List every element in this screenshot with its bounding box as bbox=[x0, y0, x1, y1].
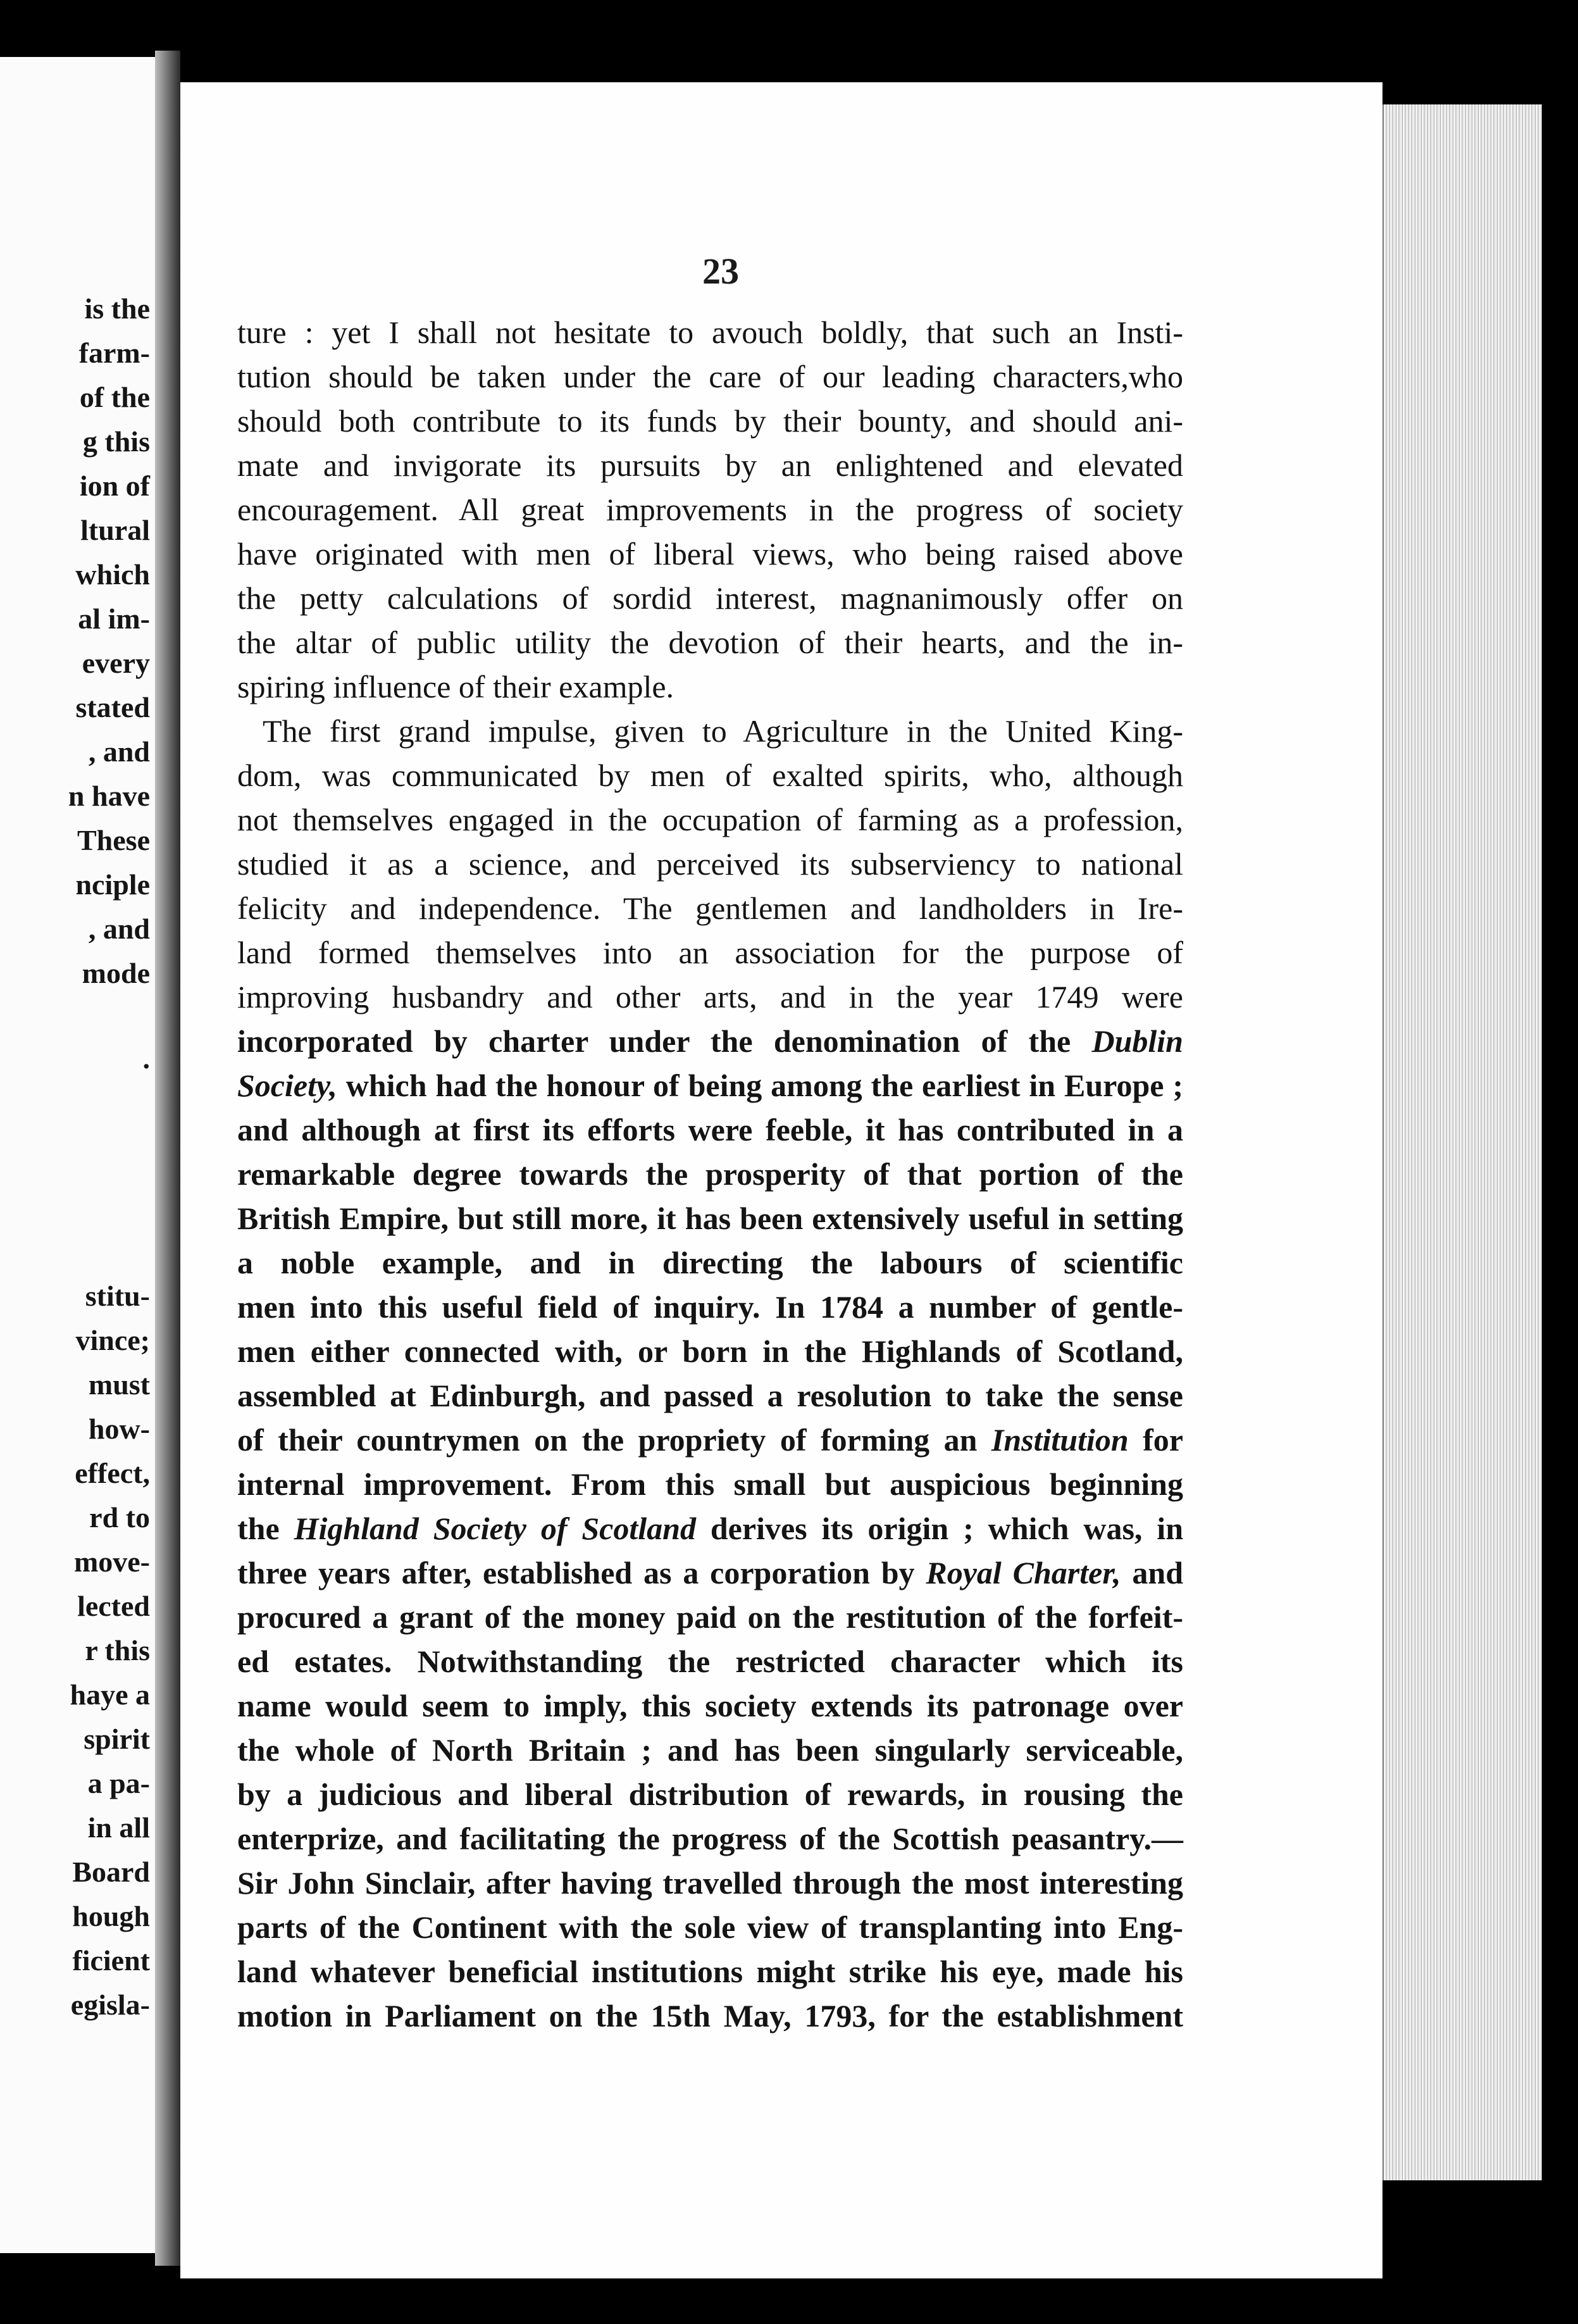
body-line: encouragement. All great improvements in the progress of society bbox=[237, 492, 1183, 527]
left-page-line: g this bbox=[82, 425, 150, 458]
left-page-line: move- bbox=[73, 1546, 150, 1578]
left-page-line: rd to bbox=[89, 1501, 150, 1534]
body-line: name would seem to imply, this society extends its patronage over bbox=[237, 1688, 1183, 1723]
line-text: for bbox=[1143, 1422, 1183, 1458]
italic-institution: Institution bbox=[991, 1422, 1129, 1458]
body-line: men into this useful field of inquiry. In 1784 a number of gentle- bbox=[237, 1289, 1183, 1325]
body-line: the whole of North Britain ; and has been singularly serviceable, bbox=[237, 1732, 1183, 1768]
line-text: and bbox=[1132, 1555, 1184, 1590]
left-page-line: egisla- bbox=[70, 1989, 150, 2021]
left-page-line: . bbox=[142, 1042, 150, 1075]
body-line: felicity and independence. The gentlemen and landholders in Ire- bbox=[237, 890, 1183, 926]
body-line: The first grand impulse, given to Agriculture in the United King- bbox=[263, 713, 1183, 749]
body-line: spiring influence of their example. bbox=[237, 669, 674, 704]
body-line: enterprize, and facilitating the progress of the Scottish peasantry.— bbox=[237, 1821, 1183, 1856]
body-line: dom, was communicated by men of exalted spirits, who, although bbox=[237, 758, 1183, 793]
body-line: Sir John Sinclair, after having travelled through the most interesting bbox=[237, 1865, 1183, 1901]
left-page-line: Board bbox=[72, 1856, 150, 1888]
line-text: the bbox=[237, 1511, 280, 1546]
left-page-line: which bbox=[75, 558, 150, 590]
left-page-line: farm- bbox=[78, 337, 150, 369]
body-line: land whatever beneficial institutions might strike his eye, made his bbox=[237, 1954, 1183, 1989]
left-page-line: must bbox=[88, 1368, 150, 1401]
left-page-line: a pa- bbox=[87, 1767, 150, 1799]
body-line: have originated with men of liberal views, who being raised above bbox=[237, 536, 1183, 572]
body-line: should both contribute to its funds by their bounty, and should ani- bbox=[237, 403, 1183, 439]
page-number: 23 bbox=[702, 251, 739, 292]
body-line: the petty calculations of sordid interest, magnanimously offer on bbox=[237, 580, 1183, 616]
left-page-line: lected bbox=[77, 1590, 150, 1622]
line-text: incorporated by charter under the denomination of the bbox=[237, 1023, 1071, 1059]
italic-society: Society, bbox=[237, 1068, 337, 1103]
italic-dublin: Dublin bbox=[1091, 1023, 1183, 1059]
left-page-line: spirit bbox=[84, 1723, 150, 1755]
body-line: ture : yet I shall not hesitate to avouch boldly, that such an Insti- bbox=[237, 315, 1183, 350]
body-line: not themselves engaged in the occupation of farming as a profession, bbox=[237, 802, 1183, 837]
left-page-line: , and bbox=[88, 913, 150, 945]
page-edges bbox=[1382, 104, 1542, 2180]
left-page-line: in all bbox=[87, 1811, 150, 1844]
body-line: ed estates. Notwithstanding the restricted character which its bbox=[237, 1644, 1183, 1679]
italic-royal-charter: Royal Charter, bbox=[926, 1555, 1121, 1590]
left-page-line: hough bbox=[72, 1900, 150, 1932]
body-line: by a judicious and liberal distribution of rewards, in rousing the bbox=[237, 1777, 1183, 1812]
left-page-line: n have bbox=[68, 780, 150, 812]
body-line bbox=[237, 1019, 1183, 1063]
body-line: and although at first its efforts were feeble, it has contributed in a bbox=[237, 1112, 1183, 1147]
body-line: mate and invigorate its pursuits by an enlightened and elevated bbox=[237, 447, 1183, 483]
left-page-line: ficient bbox=[72, 1944, 150, 1977]
body-line: remarkable degree towards the prosperity of that portion of the bbox=[237, 1156, 1183, 1192]
body-line: internal improvement. From this small but auspicious beginning bbox=[237, 1466, 1183, 1502]
left-page-line: vince; bbox=[75, 1324, 150, 1356]
left-page-line: stated bbox=[75, 691, 150, 723]
left-page-line: mode bbox=[82, 957, 150, 989]
body-line: the altar of public utility the devotion of their hearts, and the in- bbox=[237, 625, 1183, 660]
book-gutter bbox=[155, 51, 180, 2266]
left-page-line: is the bbox=[84, 292, 150, 325]
left-page-line: effect, bbox=[75, 1457, 150, 1489]
previous-page bbox=[0, 57, 158, 2253]
italic-highland-society: Highland Society of Scotland bbox=[294, 1511, 696, 1546]
body-line: a noble example, and in directing the labours of scientific bbox=[237, 1245, 1183, 1280]
body-line bbox=[237, 1506, 1183, 1551]
body-line bbox=[237, 1418, 1183, 1462]
line-text: derives its origin ; which was, in bbox=[710, 1511, 1184, 1546]
left-page-line: nciple bbox=[75, 868, 150, 901]
left-page-line: every bbox=[82, 647, 150, 679]
body-line: studied it as a science, and perceived its subserviency to national bbox=[237, 846, 1183, 882]
line-text: three years after, established as a corporation by bbox=[237, 1555, 915, 1590]
body-line bbox=[237, 1063, 1183, 1108]
body-line: motion in Parliament on the 15th May, 1793, for the establishment bbox=[237, 1998, 1183, 2034]
body-line: men either connected with, or born in the Highlands of Scotland, bbox=[237, 1334, 1183, 1369]
body-line: procured a grant of the money paid on the restitution of the forfeit- bbox=[237, 1599, 1183, 1635]
body-line: assembled at Edinburgh, and passed a resolution to take the sense bbox=[237, 1378, 1183, 1413]
page-body bbox=[237, 310, 1183, 2038]
left-page-line: how- bbox=[88, 1413, 150, 1445]
left-page-line: ion of bbox=[79, 470, 150, 502]
line-text: which had the honour of being among the earliest in Europe ; bbox=[345, 1068, 1183, 1103]
left-page-line: stitu- bbox=[85, 1280, 150, 1312]
left-page-line: of the bbox=[79, 381, 150, 413]
left-page-line: r this bbox=[85, 1634, 150, 1666]
body-line: parts of the Continent with the sole view of transplanting into Eng- bbox=[237, 1909, 1183, 1945]
left-page-line: , and bbox=[88, 735, 150, 768]
left-page-line: These bbox=[77, 824, 150, 856]
body-line: British Empire, but still more, it has been extensively useful in setting bbox=[237, 1201, 1183, 1236]
left-page-line: al im- bbox=[78, 603, 150, 635]
body-line: tution should be taken under the care of our leading characters,who bbox=[237, 359, 1183, 394]
body-line: improving husbandry and other arts, and in the year 1749 were bbox=[237, 979, 1183, 1015]
body-line: land formed themselves into an association for the purpose of bbox=[237, 935, 1183, 970]
left-page-line: ltural bbox=[80, 514, 150, 546]
left-page-line: haye a bbox=[70, 1678, 150, 1711]
line-text: of their countrymen on the propriety of forming an bbox=[237, 1422, 978, 1458]
body-line bbox=[237, 1551, 1183, 1595]
